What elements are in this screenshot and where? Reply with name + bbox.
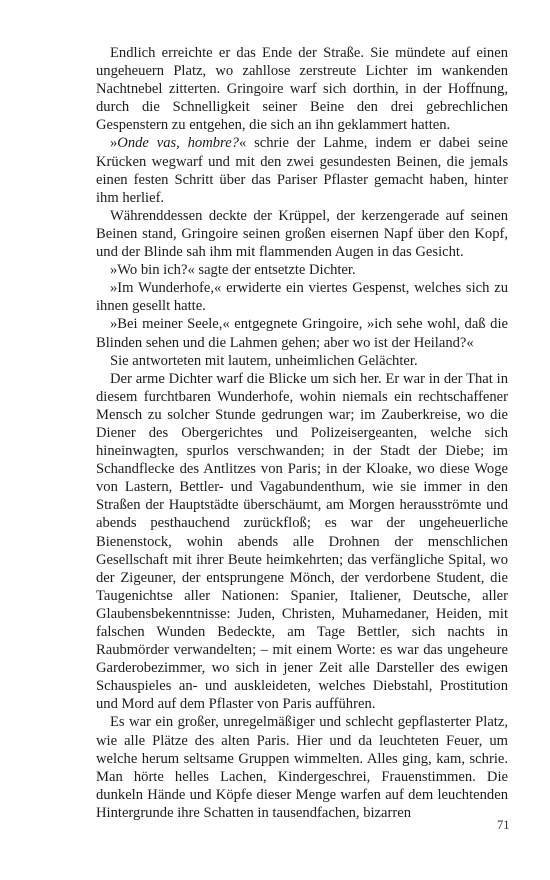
paragraph (96, 207, 508, 261)
text-run: Sie antworteten mit lautem, unheimlichen Gelächter. (110, 352, 418, 369)
paragraph (96, 713, 508, 822)
paragraph (96, 44, 508, 134)
text-run: « schrie der Lahme, indem er dabei seine Krücken wegwarf und mit den zwei gesundesten Beinen, die jemals einen festen Schritt über das Pariser Pflaster gemacht haben, hinter ihm herlief. (96, 135, 508, 206)
text-run: Währenddessen deckte der Krüppel, der kerzengerade auf seinen Beinen stand, Gringoire seinen großen eisernen Napf über den Kopf, und der Blinde sah ihm mit flammenden Augen in das Gesicht. (96, 207, 508, 261)
page-number: 71 (497, 818, 510, 832)
paragraph (96, 315, 508, 351)
paragraph (96, 134, 508, 206)
paragraph (96, 370, 508, 714)
text-run: » (110, 135, 118, 152)
italic-text-run: Onde vas, hombre? (117, 135, 239, 152)
paragraph (96, 261, 508, 279)
text-run: »Bei meiner Seele,« entgegnete Gringoire, »ich sehe wohl, daß die Blinden sehen und die Lahmen gehen; aber wo ist der Heiland?« (96, 316, 508, 351)
text-run: »Wo bin ich?« sagte der entsetzte Dichter. (110, 262, 356, 279)
body-text (96, 44, 508, 822)
text-run: »Im Wunderhofe,« erwiderte ein viertes Gespenst, welches sich zu ihnen gesellt hatte. (96, 280, 508, 315)
text-run: Der arme Dichter warf die Blicke um sich her. Er war in der That in diesem furchtbaren Wunderhofe, wohin niemals ein rechtschaffener Mensch zu solcher Stunde gedrungen war; im Zauberkreise, wo die Diener des Obergerichtes und Polizeisergeanten, welche sich hineinwagten, spurlos verschwanden; in der Stadt der Diebe; im Schandflecke des Antlitzes von Paris; in der Kloake, wo diese Woge von Lastern, Bettler- und Vagabundenthum, wie sie immer in den Straßen der Hauptstädte überschäumt, am Morgen herausströmte und abends pesthauchend zurückfloß; es war der ungeheuerliche Bienenstock, wohin abends alle Drohnen der menschlichen Gesellschaft mit ihrer Beute heimkehrten; das verfängliche Spital, wo der Zigeuner, der entsprungene Mönch, der verdorbene Student, die Taugenichtse aller Nationen: Spanier, Italiener, Deutsche, aller Glaubensbekenntnisse: Juden, Christen, Muhamedaner, Heiden, mit falschen Wunden Bedeckte, am Tage Bettler, sich nachts in Raubmörder verwandelten; – mit einem Worte: es war das ungeheure Garderobezimmer, wo sich in jener Zeit alle Darsteller des ewigen Schauspieles an- und auskleideten, welches Diebstahl, Prostitution und Mord auf dem Pflaster von Paris aufführen. (96, 370, 508, 713)
paragraph (96, 279, 508, 315)
paragraph (96, 352, 508, 370)
text-run: Endlich erreichte er das Ende der Straße. Sie mündete auf einen ungeheuern Platz, wo zahllose zerstreute Lichter im wankenden Nachtnebel zitterten. Gringoire warf sich dorthin, in der Hoffnung, durch die Schnelligkeit seiner Beine den drei gebrechlichen Gespenstern zu entgehen, die sich an ihn geklammert hatten. (96, 45, 508, 134)
text-run: Es war ein großer, unregelmäßiger und schlecht gepflasterter Platz, wie alle Plätze des alten Paris. Hier und da leuchteten Feuer, um welche herum seltsame Gruppen wimmelten. Alles ging, kam, schrie. Man hörte helles Lachen, Kindergeschrei, Frauenstimmen. Die dunkeln Hände und Köpfe dieser Menge warfen auf dem leuchtenden Hintergrunde ihre Schatten in tausendfachen, bizarren (96, 714, 508, 821)
